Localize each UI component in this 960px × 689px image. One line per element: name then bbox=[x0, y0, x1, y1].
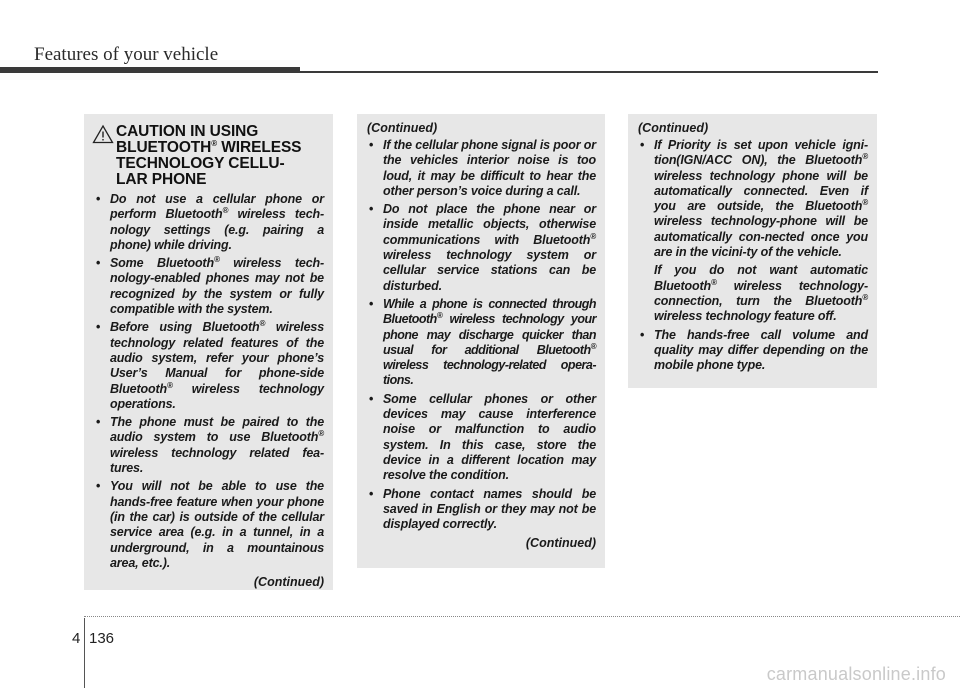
continued-label: (Continued) bbox=[638, 121, 709, 135]
caution-list bbox=[367, 138, 596, 532]
list-item: • You will not be able to use the hands-free feature when your phone (in the car) is outside of the cellular service area (e.g. in a tunnel, in a underground, in a mountainous area, etc.). bbox=[96, 479, 324, 570]
header-rule-thick bbox=[0, 67, 300, 73]
warning-triangle-icon bbox=[92, 124, 114, 144]
caution-list bbox=[638, 138, 868, 260]
header-rule-thin bbox=[300, 71, 878, 73]
continued-label: (Continued) bbox=[525, 536, 596, 551]
caution-heading bbox=[94, 124, 324, 188]
list-item: • While a phone is connected through Bluetooth® wireless technology your phone may discharge quicker than usual for additional Bluetooth® wireless technology-related opera-tions. bbox=[369, 296, 596, 388]
page-header-title: Features of your vehicle bbox=[34, 44, 219, 65]
caution-continued-panel bbox=[628, 114, 877, 388]
continued-label: (Continued) bbox=[253, 575, 324, 590]
list-item: • If the cellular phone signal is poor or the vehicles interior noise is too loud, it may be difficult to hear the other person’s voice during a call. bbox=[369, 138, 596, 198]
list-item-paragraph: If you do not want automatic Bluetooth® wireless technology-connection, turn the Bluetooth® wireless technology feature off. bbox=[654, 263, 868, 324]
list-item: • Some cellular phones or other devices may cause interference noise or malfunction to audio system. In this case, store the device in a different location may resolve the condition. bbox=[369, 391, 596, 483]
list-item: • The phone must be paired to the audio system to use Bluetooth® wireless technology related fea-tures. bbox=[96, 415, 324, 476]
list-item: • Some Bluetooth® wireless tech-nology-enabled phones may not be recognized by the system or fully compatible with the system. bbox=[96, 255, 324, 317]
caution-panel bbox=[84, 114, 333, 590]
chapter-number: 4 bbox=[72, 630, 81, 647]
caution-list bbox=[94, 192, 324, 571]
list-item: • If Priority is set upon vehicle igni-tion(IGN/ACC ON), the Bluetooth® wireless technology phone will be automatically connected. Even if you are outside, the Bluetooth® wireless technology-phone will be automatically con-nected once you are in the vicini-ty of the vehicle. bbox=[640, 138, 868, 260]
caution-list bbox=[638, 328, 868, 374]
caution-title: CAUTION IN USING BLUETOOTH® WIRELESS TECHNOLOGY CELLU- LAR PHONE bbox=[116, 123, 302, 188]
list-item: • The hands-free call volume and quality may differ depending on the mobile phone type. bbox=[640, 327, 868, 373]
caution-continued-panel bbox=[357, 114, 605, 568]
list-item: • Phone contact names should be saved in English or they may not be displayed correctly. bbox=[369, 486, 596, 532]
list-item: • Before using Bluetooth® wireless technology related features of the audio system, refer your phone’s User’s Manual for phone-side Bluetooth® wireless technology operations. bbox=[96, 319, 324, 411]
page-number: 136 bbox=[89, 630, 115, 647]
list-item: • Do not use a cellular phone or perform Bluetooth® wireless tech-nology settings (e.g. pairing a phone) while driving. bbox=[96, 192, 324, 252]
continued-label: (Continued) bbox=[367, 121, 438, 135]
footer-rule bbox=[84, 616, 960, 617]
list-item: • Do not place the phone near or inside metallic objects, otherwise communications with Bluetooth® wireless technology system or cellular service stations can be disturbed. bbox=[369, 202, 596, 293]
page-number-divider bbox=[84, 618, 85, 688]
watermark: carmanualsonline.info bbox=[766, 664, 946, 684]
